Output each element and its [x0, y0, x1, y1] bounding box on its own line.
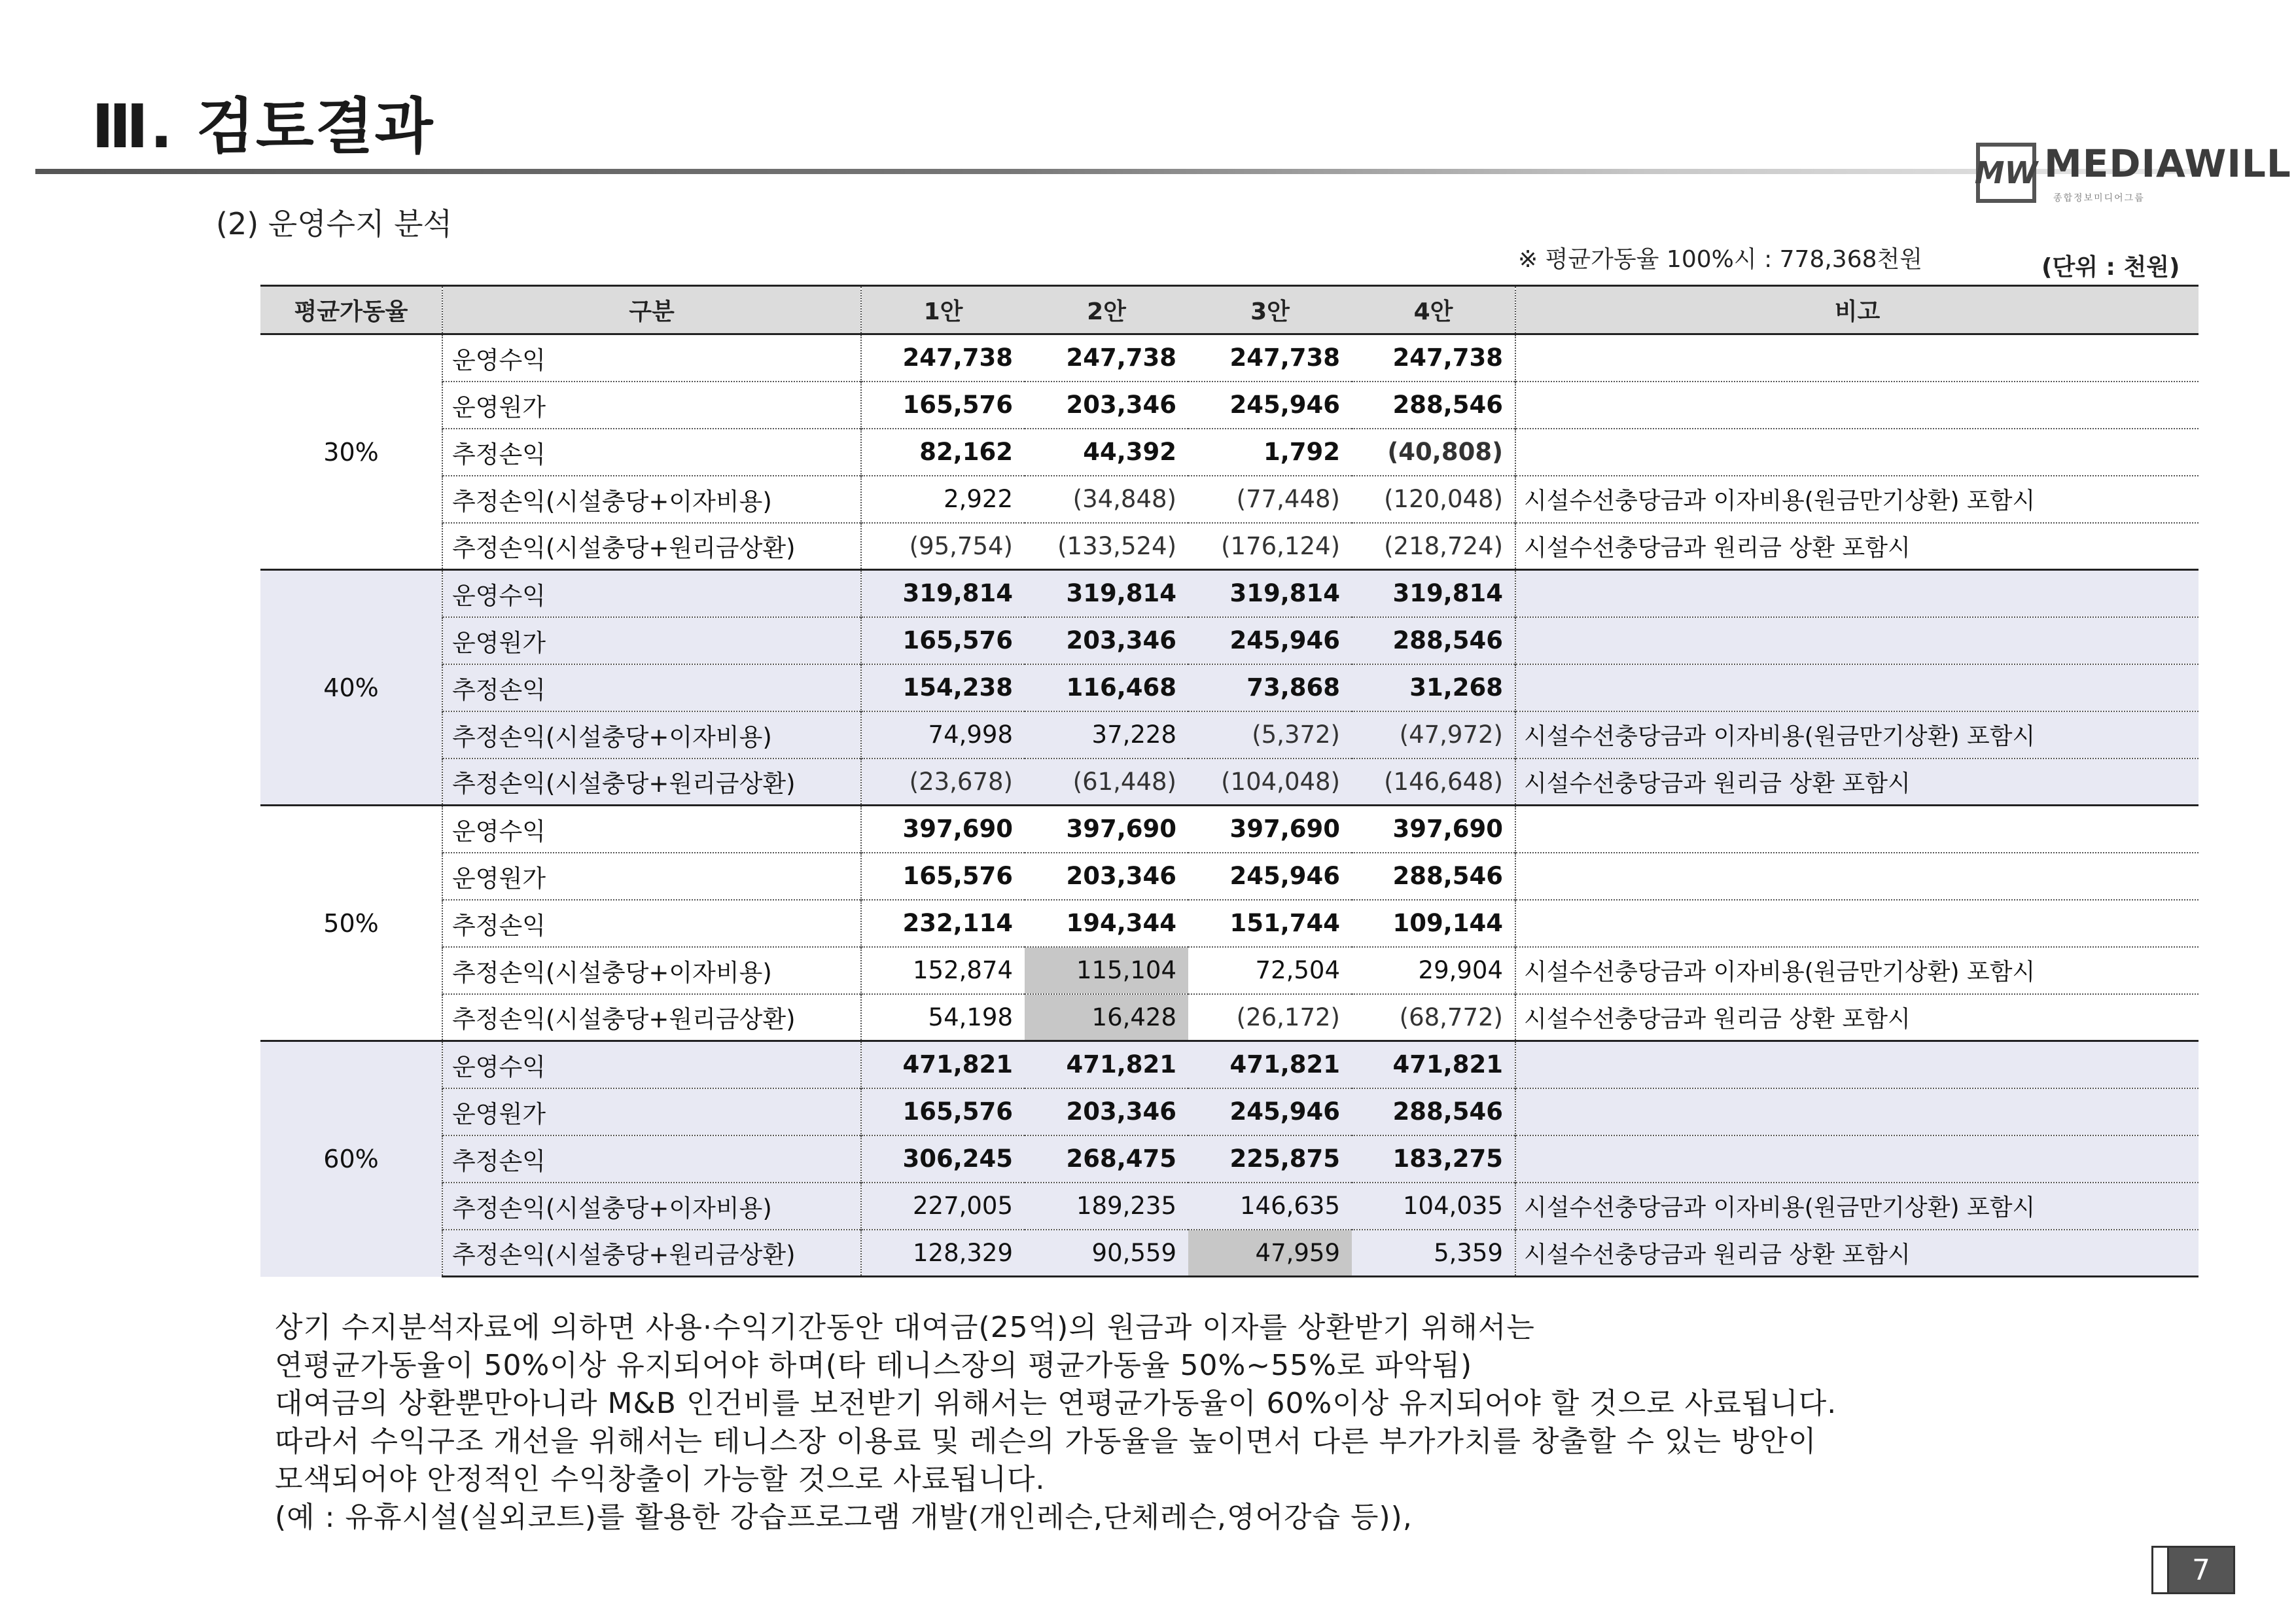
plan-4-value: (146,648) — [1352, 758, 1515, 806]
plan-2-value: 116,468 — [1025, 664, 1188, 711]
category-cell: 운영원가 — [442, 617, 861, 664]
table-row — [260, 429, 2199, 476]
plan-2-value: 44,392 — [1025, 429, 1188, 476]
plan-4-value: 397,690 — [1352, 806, 1515, 853]
plan-4-value: (47,972) — [1352, 711, 1515, 758]
plan-1-value: 54,198 — [861, 994, 1025, 1041]
plan-3-value: 397,690 — [1188, 806, 1352, 853]
header-category: 구분 — [442, 286, 861, 334]
plan-2-value: 397,690 — [1025, 806, 1188, 853]
category-cell: 운영원가 — [442, 853, 861, 900]
table-row — [260, 476, 2199, 523]
table-row — [260, 664, 2199, 711]
plan-1-value: 471,821 — [861, 1041, 1025, 1088]
plan-3-value: 72,504 — [1188, 947, 1352, 994]
table-header-row — [260, 286, 2199, 334]
category-cell: 추정손익(시설충당+이자비용) — [442, 711, 861, 758]
page-number-bar — [2153, 1548, 2169, 1592]
summary-line: 연평균가동율이 50%이상 유지되어야 하며(타 테니스장의 평균가동율 50%~55%로 파악됨) — [275, 1349, 1473, 1382]
category-cell: 추정손익(시설충당+원리금상환) — [442, 994, 861, 1041]
plan-3-value: 245,946 — [1188, 1088, 1352, 1135]
table-row — [260, 1088, 2199, 1135]
plan-1-value: 165,576 — [861, 853, 1025, 900]
rate-cell: 30% — [260, 334, 442, 570]
plan-4-value: 31,268 — [1352, 664, 1515, 711]
plan-1-value: (95,754) — [861, 523, 1025, 570]
table-row — [260, 334, 2199, 382]
table-row — [260, 947, 2199, 994]
remark-cell — [1515, 853, 2199, 900]
category-cell: 추정손익(시설충당+이자비용) — [442, 1183, 861, 1230]
plan-1-value: 154,238 — [861, 664, 1025, 711]
plan-2-value: 194,344 — [1025, 900, 1188, 947]
category-cell: 추정손익 — [442, 664, 861, 711]
plan-1-value: (23,678) — [861, 758, 1025, 806]
plan-3-value: 247,738 — [1188, 334, 1352, 382]
remark-cell: 시설수선충당금과 원리금 상환 포함시 — [1515, 758, 2199, 806]
remark-cell: 시설수선충당금과 이자비용(원금만기상환) 포함시 — [1515, 1183, 2199, 1230]
plan-4-value: 288,546 — [1352, 382, 1515, 429]
plan-1-value: 397,690 — [861, 806, 1025, 853]
table-row — [260, 806, 2199, 853]
logo-mark-icon: MW — [1976, 143, 2036, 203]
plan-3-value: 225,875 — [1188, 1135, 1352, 1183]
plan-1-value: 227,005 — [861, 1183, 1025, 1230]
category-cell: 추정손익(시설충당+이자비용) — [442, 947, 861, 994]
plan-3-value: (104,048) — [1188, 758, 1352, 806]
table-row — [260, 382, 2199, 429]
plan-2-value: 203,346 — [1025, 382, 1188, 429]
plan-4-value: 319,814 — [1352, 570, 1515, 617]
category-cell: 추정손익 — [442, 1135, 861, 1183]
remark-cell — [1515, 664, 2199, 711]
plan-1-value: 306,245 — [861, 1135, 1025, 1183]
category-cell: 운영수익 — [442, 806, 861, 853]
plan-2-value: 203,346 — [1025, 1088, 1188, 1135]
category-cell: 추정손익(시설충당+원리금상환) — [442, 758, 861, 806]
remark-cell: 시설수선충당금과 원리금 상환 포함시 — [1515, 1230, 2199, 1277]
remark-cell — [1515, 900, 2199, 947]
plan-4-value: 288,546 — [1352, 853, 1515, 900]
table-row — [260, 711, 2199, 758]
rate-cell: 40% — [260, 570, 442, 806]
table-row — [260, 853, 2199, 900]
plan-2-value: 247,738 — [1025, 334, 1188, 382]
plan-1-value: 82,162 — [861, 429, 1025, 476]
page-number: 7 — [2169, 1548, 2233, 1592]
table-row — [260, 570, 2199, 617]
plan-2-value: 16,428 — [1025, 994, 1188, 1041]
remark-cell — [1515, 429, 2199, 476]
section-heading: (2) 운영수지 분석 — [216, 206, 453, 241]
remark-cell: 시설수선충당금과 원리금 상환 포함시 — [1515, 994, 2199, 1041]
plan-2-value: (133,524) — [1025, 523, 1188, 570]
plan-3-value: (176,124) — [1188, 523, 1352, 570]
plan-2-value: 203,346 — [1025, 617, 1188, 664]
category-cell: 추정손익(시설충당+원리금상환) — [442, 523, 861, 570]
plan-3-value: 245,946 — [1188, 617, 1352, 664]
remark-cell — [1515, 382, 2199, 429]
plan-4-value: 183,275 — [1352, 1135, 1515, 1183]
plan-1-value: 2,922 — [861, 476, 1025, 523]
company-logo — [1974, 137, 2291, 209]
plan-2-value: 203,346 — [1025, 853, 1188, 900]
plan-1-value: 319,814 — [861, 570, 1025, 617]
category-cell: 운영원가 — [442, 382, 861, 429]
remark-cell: 시설수선충당금과 이자비용(원금만기상환) 포함시 — [1515, 711, 2199, 758]
plan-2-value: 115,104 — [1025, 947, 1188, 994]
rate-cell: 50% — [260, 806, 442, 1041]
remark-cell — [1515, 1088, 2199, 1135]
remark-cell — [1515, 617, 2199, 664]
plan-4-value: (40,808) — [1352, 429, 1515, 476]
plan-1-value: 232,114 — [861, 900, 1025, 947]
remark-cell — [1515, 570, 2199, 617]
capacity-note: ※ 평균가동율 100%시 : 778,368천원 — [1518, 246, 1923, 273]
plan-3-value: 47,959 — [1188, 1230, 1352, 1277]
summary-line: 대여금의 상환뿐만아니라 M&B 인건비를 보전받기 위해서는 연평균가동율이 60%이상 유지되어야 할 것으로 사료됩니다. — [275, 1387, 1837, 1420]
remark-cell — [1515, 806, 2199, 853]
plan-4-value: 29,904 — [1352, 947, 1515, 994]
plan-2-value: 268,475 — [1025, 1135, 1188, 1183]
plan-2-value: 471,821 — [1025, 1041, 1188, 1088]
operating-balance-table — [260, 285, 2199, 1277]
table-row — [260, 1230, 2199, 1277]
remark-cell — [1515, 334, 2199, 382]
header-plan-4: 4안 — [1352, 286, 1515, 334]
plan-3-value: (5,372) — [1188, 711, 1352, 758]
plan-4-value: 288,546 — [1352, 617, 1515, 664]
category-cell: 추정손익 — [442, 900, 861, 947]
table-row — [260, 617, 2199, 664]
category-cell: 운영원가 — [442, 1088, 861, 1135]
category-cell: 추정손익(시설충당+이자비용) — [442, 476, 861, 523]
table-body — [260, 334, 2199, 1277]
plan-1-value: 165,576 — [861, 617, 1025, 664]
plan-1-value: 74,998 — [861, 711, 1025, 758]
table-row — [260, 994, 2199, 1041]
plan-1-value: 165,576 — [861, 382, 1025, 429]
table-row — [260, 900, 2199, 947]
remark-cell: 시설수선충당금과 이자비용(원금만기상환) 포함시 — [1515, 476, 2199, 523]
summary-line: (예 : 유휴시설(실외코트)를 활용한 강습프로그램 개발(개인레슨,단체레슨,영어강습 등)), — [275, 1501, 1413, 1534]
title-divider — [35, 169, 2195, 174]
plan-2-value: 189,235 — [1025, 1183, 1188, 1230]
unit-label: (단위 : 천원) — [2041, 254, 2180, 281]
summary-line: 상기 수지분석자료에 의하면 사용·수익기간동안 대여금(25억)의 원금과 이자를 상환받기 위해서는 — [275, 1311, 1535, 1344]
summary-line: 모색되어야 안정적인 수익창출이 가능할 것으로 사료됩니다. — [275, 1463, 1046, 1496]
rate-cell: 60% — [260, 1041, 442, 1277]
category-cell: 운영수익 — [442, 1041, 861, 1088]
plan-2-value: 90,559 — [1025, 1230, 1188, 1277]
plan-4-value: 109,144 — [1352, 900, 1515, 947]
plan-4-value: 5,359 — [1352, 1230, 1515, 1277]
plan-4-value: (218,724) — [1352, 523, 1515, 570]
plan-1-value: 152,874 — [861, 947, 1025, 994]
plan-4-value: 288,546 — [1352, 1088, 1515, 1135]
plan-3-value: 146,635 — [1188, 1183, 1352, 1230]
plan-3-value: (26,172) — [1188, 994, 1352, 1041]
header-plan-3: 3안 — [1188, 286, 1352, 334]
plan-2-value: (61,448) — [1025, 758, 1188, 806]
category-cell: 추정손익(시설충당+원리금상환) — [442, 1230, 861, 1277]
table-row — [260, 1041, 2199, 1088]
table-row — [260, 1135, 2199, 1183]
plan-2-value: 319,814 — [1025, 570, 1188, 617]
plan-3-value: 1,792 — [1188, 429, 1352, 476]
plan-1-value: 165,576 — [861, 1088, 1025, 1135]
table-row — [260, 523, 2199, 570]
page-number-box — [2151, 1546, 2235, 1594]
plan-2-value: 37,228 — [1025, 711, 1188, 758]
page-title: Ⅲ. 검토결과 — [92, 92, 434, 162]
plan-3-value: 245,946 — [1188, 382, 1352, 429]
header-plan-2: 2안 — [1025, 286, 1188, 334]
category-cell: 추정손익 — [442, 429, 861, 476]
remark-cell — [1515, 1041, 2199, 1088]
table-row — [260, 1183, 2199, 1230]
plan-3-value: 245,946 — [1188, 853, 1352, 900]
logo-subtitle: 종합정보미디어그룹 — [2053, 193, 2145, 204]
remark-cell: 시설수선충당금과 원리금 상환 포함시 — [1515, 523, 2199, 570]
plan-1-value: 128,329 — [861, 1230, 1025, 1277]
plan-3-value: 73,868 — [1188, 664, 1352, 711]
plan-3-value: 471,821 — [1188, 1041, 1352, 1088]
header-plan-1: 1안 — [861, 286, 1025, 334]
summary-text — [275, 1309, 1837, 1537]
category-cell: 운영수익 — [442, 570, 861, 617]
plan-3-value: (77,448) — [1188, 476, 1352, 523]
header-rate: 평균가동율 — [260, 286, 442, 334]
logo-text: MEDIAWILL — [2044, 141, 2291, 186]
plan-4-value: 247,738 — [1352, 334, 1515, 382]
plan-1-value: 247,738 — [861, 334, 1025, 382]
remark-cell: 시설수선충당금과 이자비용(원금만기상환) 포함시 — [1515, 947, 2199, 994]
plan-3-value: 319,814 — [1188, 570, 1352, 617]
plan-2-value: (34,848) — [1025, 476, 1188, 523]
plan-3-value: 151,744 — [1188, 900, 1352, 947]
plan-4-value: 104,035 — [1352, 1183, 1515, 1230]
table-row — [260, 758, 2199, 806]
plan-4-value: (120,048) — [1352, 476, 1515, 523]
header-remark: 비고 — [1515, 286, 2199, 334]
summary-line: 따라서 수익구조 개선을 위해서는 테니스장 이용료 및 레슨의 가동율을 높이면서 다른 부가가치를 창출할 수 있는 방안이 — [275, 1425, 1817, 1458]
plan-4-value: 471,821 — [1352, 1041, 1515, 1088]
remark-cell — [1515, 1135, 2199, 1183]
category-cell: 운영수익 — [442, 334, 861, 382]
plan-4-value: (68,772) — [1352, 994, 1515, 1041]
